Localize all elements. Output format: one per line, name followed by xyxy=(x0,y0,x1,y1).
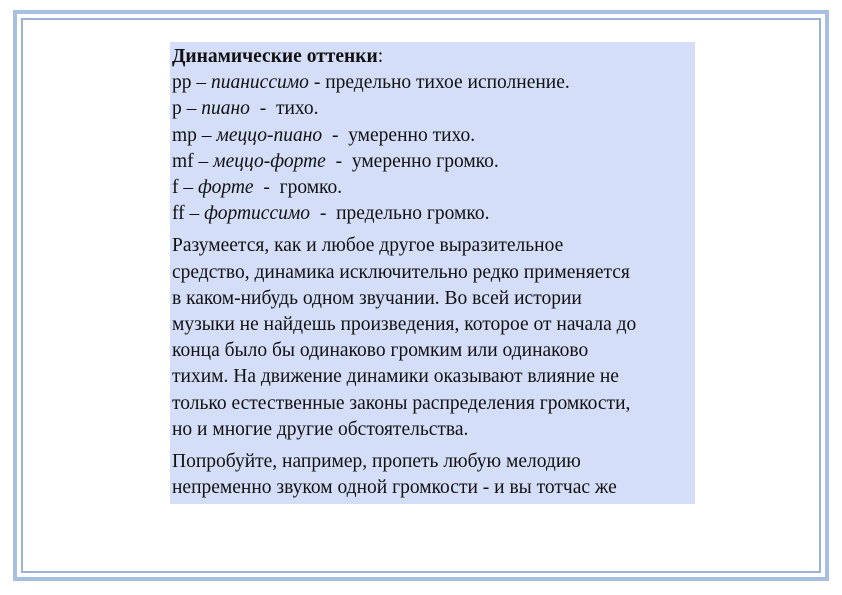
paragraph-line: тихим. На движение динамики оказывают влияние не xyxy=(172,366,619,388)
dynamic-abbr: mp xyxy=(172,124,197,146)
dynamics-item-ff xyxy=(172,201,693,227)
dynamic-description: умеренно громко. xyxy=(351,150,499,172)
paragraph-line: в каком-нибудь одном звучании. Во всей истории xyxy=(172,287,582,309)
dynamics-item-pp xyxy=(172,70,693,96)
dynamic-abbr: pp xyxy=(172,72,192,94)
dynamic-description: предельно громко. xyxy=(336,203,490,225)
dynamic-term: пиано xyxy=(201,98,250,120)
dynamic-term: фортиссимо xyxy=(204,203,311,225)
heading-colon: : xyxy=(377,46,384,67)
paragraph-line: музыки не найдешь произведения, которое от начала до xyxy=(172,314,637,336)
dynamic-separator: - xyxy=(253,177,280,199)
paragraph-line: средство, динамика исключительно редко применяется xyxy=(172,261,630,283)
dynamic-dash: – xyxy=(184,203,205,225)
dynamic-description: умеренно тихо. xyxy=(348,124,476,146)
dynamic-separator: - xyxy=(325,150,352,172)
slide-text-box xyxy=(170,42,695,504)
dynamic-separator: - xyxy=(308,72,326,94)
dynamic-dash: – xyxy=(196,124,217,146)
paragraph-line: Попробуйте, например, пропеть любую мелодию xyxy=(172,451,581,473)
dynamic-dash: – xyxy=(193,150,214,172)
dynamic-description: тихо. xyxy=(275,98,319,120)
dynamic-separator: - xyxy=(249,98,276,120)
dynamic-abbr: ff xyxy=(172,203,185,225)
paragraph-line: только естественные законы распределения громкости, xyxy=(172,392,631,414)
dynamic-dash: – xyxy=(181,98,202,120)
dynamic-separator: - xyxy=(322,124,349,146)
dynamics-heading xyxy=(172,44,693,70)
dynamic-description: громко. xyxy=(279,177,343,199)
dynamic-term: меццо-пиано xyxy=(216,124,323,146)
paragraph-line: конца было бы одинаково громким или одинаково xyxy=(172,340,589,362)
dynamic-dash: – xyxy=(191,72,211,94)
dynamic-abbr: mf xyxy=(172,150,194,172)
dynamic-description: предельно тихое исполнение. xyxy=(325,72,570,94)
dynamic-term: пианиссимо xyxy=(211,72,309,94)
paragraph-line: непременно звуком одной громкости - и вы тотчас же xyxy=(172,477,617,499)
dynamic-abbr: f xyxy=(172,177,179,199)
dynamics-item-mf xyxy=(172,149,693,175)
heading-title: Динамические оттенки xyxy=(172,46,378,67)
dynamics-item-mp xyxy=(172,123,693,149)
paragraph-dynamics-variety xyxy=(172,233,693,443)
dynamic-term: форте xyxy=(198,177,254,199)
paragraph-line: но и многие другие обстоятельства. xyxy=(172,418,469,440)
paragraph-line: Разумеется, как и любое другое выразительное xyxy=(172,235,564,257)
dynamics-item-p xyxy=(172,96,693,122)
dynamic-abbr: p xyxy=(172,98,182,120)
dynamics-item-f xyxy=(172,175,693,201)
paragraph-try-singing xyxy=(172,449,693,501)
dynamic-separator: - xyxy=(310,203,337,225)
dynamic-dash: – xyxy=(178,177,198,199)
dynamic-term: меццо-форте xyxy=(213,150,326,172)
